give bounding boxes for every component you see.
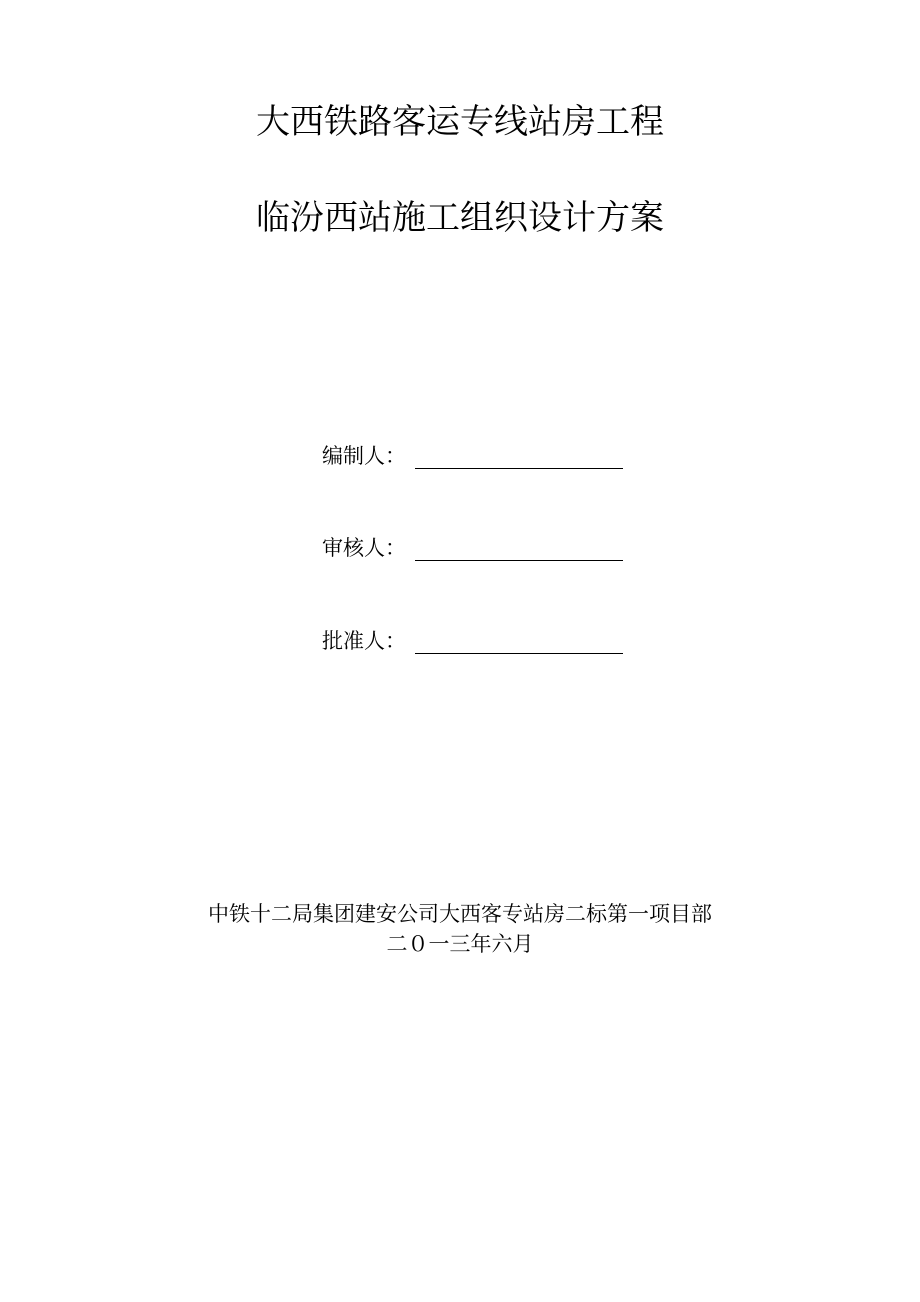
prepared-by-label: 编制人：: [322, 444, 406, 468]
approved-by-signature-line: [415, 653, 623, 654]
prepared-by-signature-line: [415, 468, 623, 469]
reviewed-by-row: [322, 533, 632, 563]
reviewed-by-label: 审核人：: [322, 536, 406, 560]
approved-by-row: [322, 626, 632, 656]
organization-name: 中铁十二局集团建安公司大西客专站房二标第一项目部: [208, 902, 712, 926]
document-date: 二０一三年六月: [386, 932, 534, 956]
approved-by-label: 批准人：: [322, 629, 406, 653]
document-title-line-2: 临汾西站施工组织设计方案: [256, 198, 664, 238]
document-title-line-1: 大西铁路客运专线站房工程: [256, 102, 664, 142]
reviewed-by-signature-line: [415, 560, 623, 561]
prepared-by-row: [322, 441, 632, 471]
